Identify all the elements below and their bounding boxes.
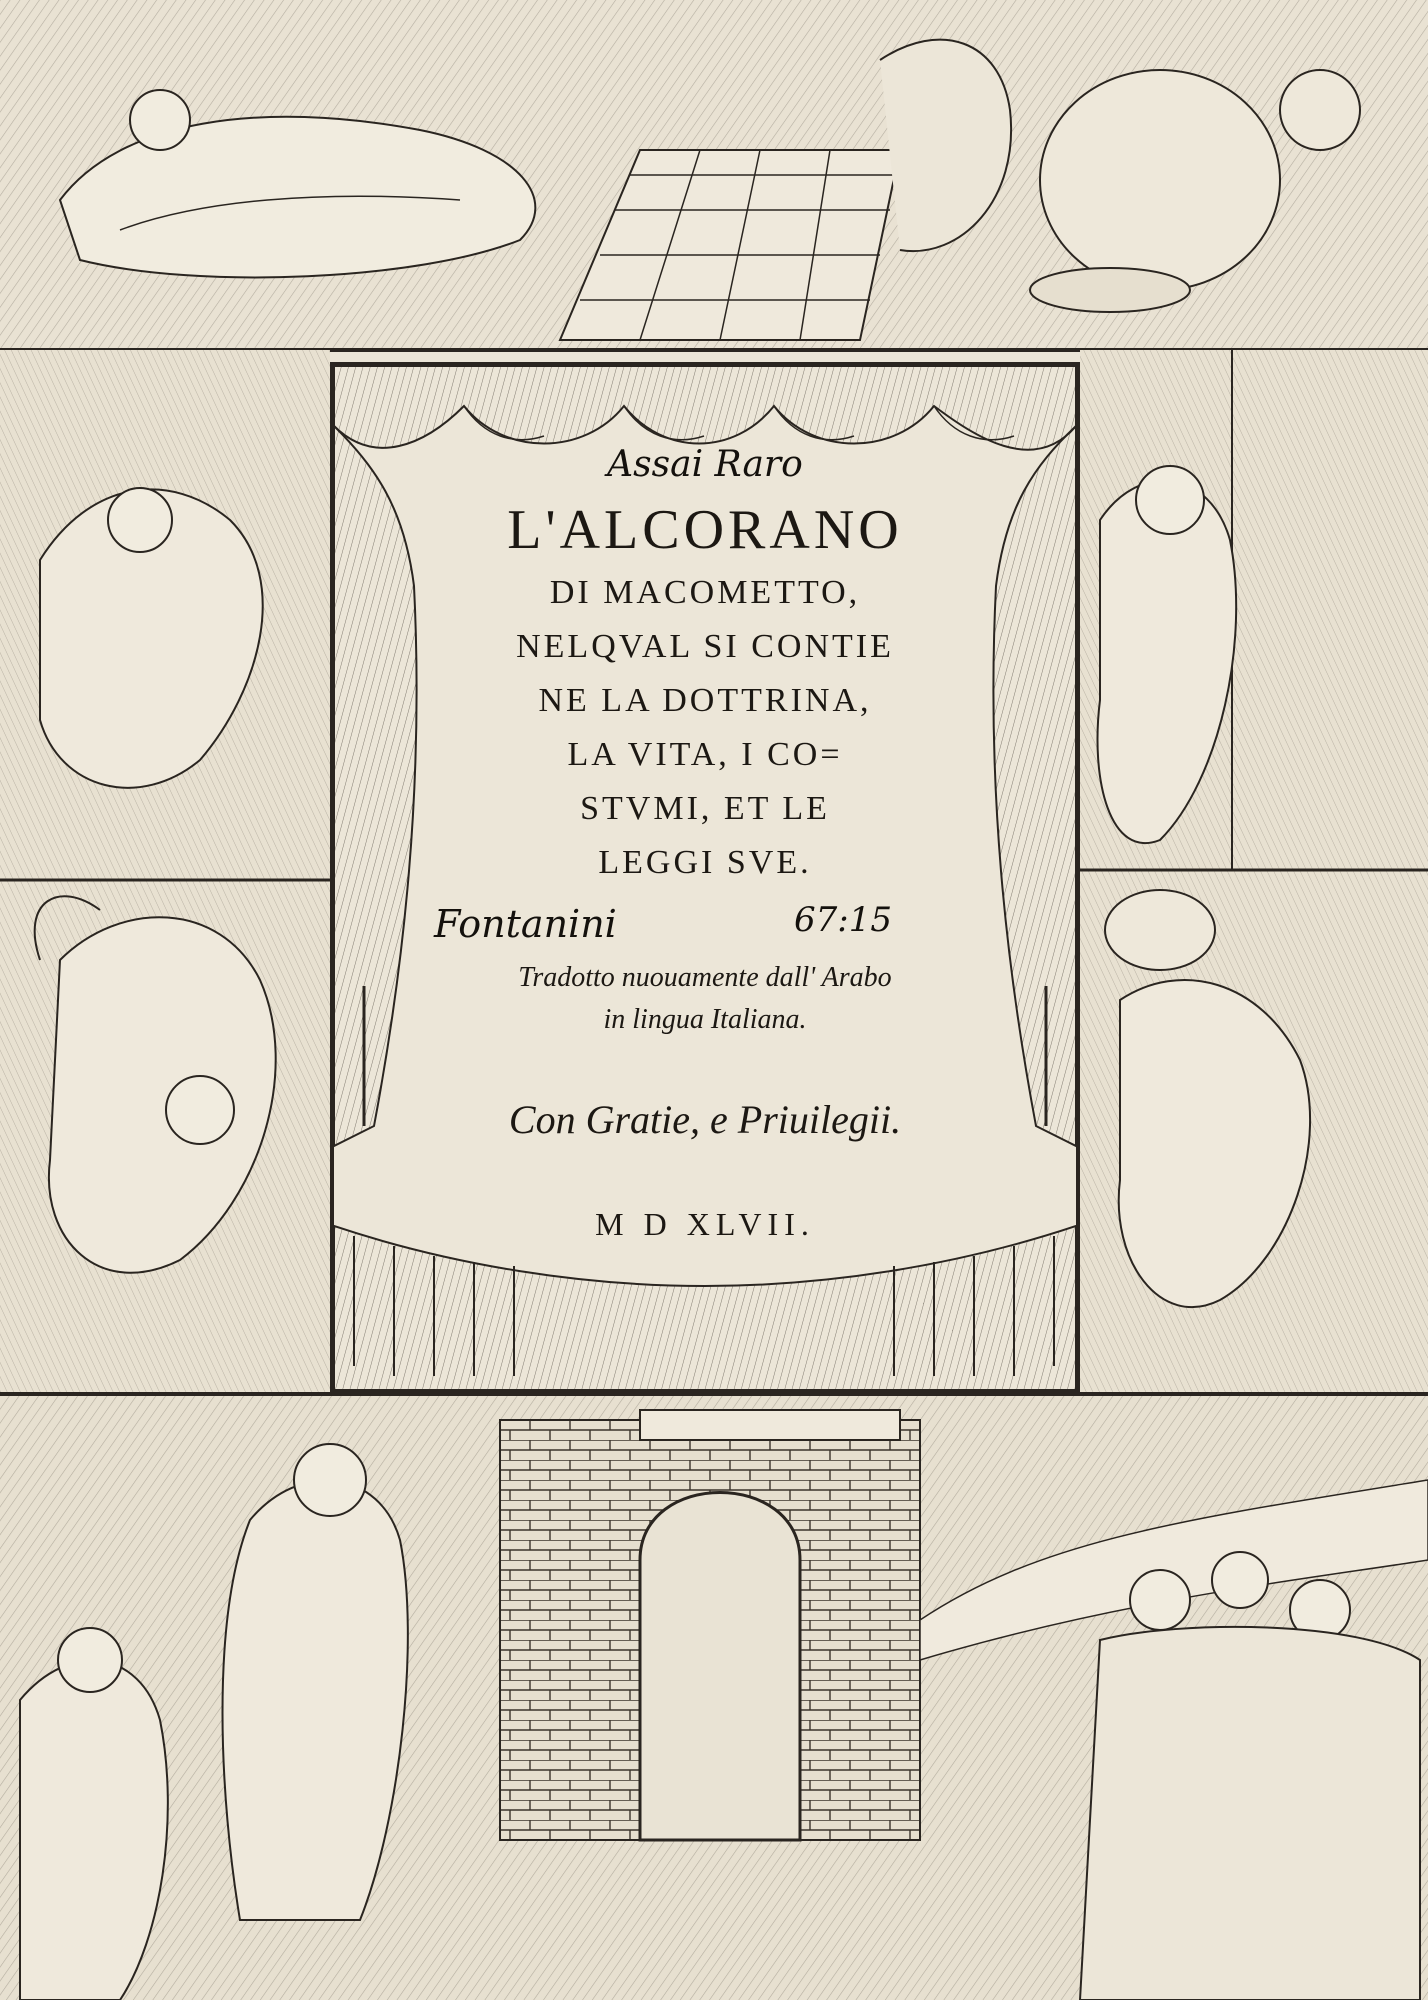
handwritten-annotation-number: 67:15: [794, 900, 892, 940]
title-line-3: NE LA DOTTRINA,: [538, 682, 872, 719]
title-line-6: LEGGI SVE.: [598, 844, 812, 881]
book-title: L'ALCORANO: [507, 499, 903, 561]
subtitle-line-2: in lingua Italiana.: [603, 1004, 807, 1035]
title-line-5: STVMI, ET LE: [580, 790, 830, 827]
title-cartouche: [330, 362, 1080, 1394]
title-line-2: NELQVAL SI CONTIE: [516, 628, 894, 665]
handwritten-annotation-rare: Assai Raro: [607, 444, 803, 485]
title-line-4: LA VITA, I CO=: [567, 736, 843, 773]
publication-date: M D XLVII.: [595, 1206, 815, 1242]
title-text-block: [334, 366, 1076, 1390]
privilege-line: Con Gratie, e Priuilegii.: [508, 1097, 902, 1142]
subtitle-line-1: Tradotto nuouamente dall' Arabo: [518, 962, 892, 993]
handwritten-annotation-name: Fontanini: [434, 902, 617, 946]
title-line-1: DI MACOMETTO,: [549, 574, 861, 611]
